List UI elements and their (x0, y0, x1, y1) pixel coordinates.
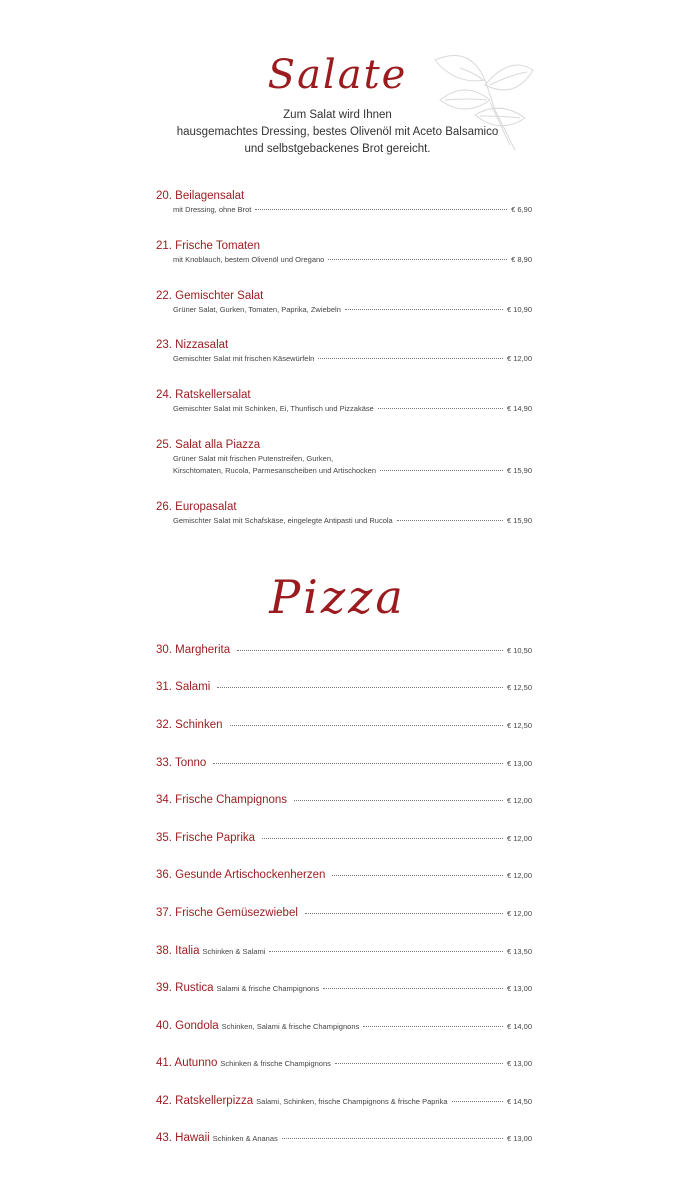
item-name: 30. Margherita (156, 644, 231, 656)
leader-dots (318, 358, 503, 359)
item-price: € 13,00 (506, 1134, 532, 1143)
item-price: € 10,90 (506, 305, 532, 314)
pizza-title: Pizza (269, 570, 406, 624)
item-name: 42. Ratskellerpizza (156, 1095, 254, 1107)
item-description: Salami, Schinken, frische Champignons & frische Paprika (256, 1097, 448, 1106)
item-price: € 12,00 (506, 796, 532, 805)
item-name: 21. Frische Tomaten (156, 240, 260, 252)
leader-dots (262, 838, 503, 839)
menu-item (156, 719, 532, 731)
leader-dots (452, 1101, 503, 1102)
menu-item (156, 1057, 532, 1069)
menu-item (156, 190, 532, 214)
item-price: € 14,00 (506, 1022, 532, 1031)
item-name: 33. Tonno (156, 757, 207, 769)
leader-dots (335, 1063, 503, 1064)
item-name: 22. Gemischter Salat (156, 290, 264, 302)
leader-dots (255, 209, 507, 210)
item-name: 23. Nizzasalat (156, 339, 229, 351)
item-description: Salami & frische Champignons (216, 984, 320, 993)
item-price: € 15,90 (506, 516, 532, 525)
item-price: € 12,50 (506, 683, 532, 692)
leader-dots (332, 875, 503, 876)
item-description: Gemischter Salat mit Schinken, Ei, Thunfisch und Pizzakäse (173, 404, 374, 413)
item-description: Schinken, Salami & frische Champignons (221, 1022, 360, 1031)
item-description: Grüner Salat mit frischen Putenstreifen, Gurken, (173, 454, 334, 463)
menu-item (156, 1132, 532, 1144)
menu-item (156, 339, 532, 363)
leader-dots (380, 470, 503, 471)
leader-dots (305, 913, 503, 914)
leader-dots (378, 408, 503, 409)
item-price: € 14,90 (506, 404, 532, 413)
menu-item (156, 240, 532, 264)
item-name: 39. Rustica (156, 982, 214, 994)
leader-dots (323, 988, 503, 989)
menu-item (156, 389, 532, 413)
item-price: € 15,90 (506, 466, 532, 475)
item-name: 31. Salami (156, 681, 211, 693)
item-description: Schinken & frische Champignons (220, 1059, 331, 1068)
menu-item (156, 501, 532, 525)
menu-item (156, 757, 532, 769)
leader-dots (328, 259, 507, 260)
menu-item (156, 832, 532, 844)
item-price: € 6,90 (511, 205, 532, 214)
item-name: 40. Gondola (156, 1020, 219, 1032)
item-name: 26. Europasalat (156, 501, 237, 513)
leader-dots (345, 309, 503, 310)
menu-item (156, 290, 532, 314)
item-price: € 12,00 (506, 834, 532, 843)
intro-line: und selbstgebackenes Brot gereicht. (244, 143, 431, 155)
leader-dots (363, 1026, 503, 1027)
item-name: 32. Schinken (156, 719, 223, 731)
menu-item (156, 794, 532, 806)
item-name: 25. Salat alla Piazza (156, 439, 261, 451)
item-name: 36. Gesunde Artischockenherzen (156, 869, 326, 881)
item-price: € 13,00 (506, 984, 532, 993)
item-description: Gemischter Salat mit frischen Käsewürfeln (173, 354, 315, 363)
item-price: € 13,00 (506, 1059, 532, 1068)
item-price: € 14,50 (506, 1097, 532, 1106)
item-description: Grüner Salat, Gurken, Tomaten, Paprika, Zwiebeln (173, 305, 341, 314)
item-description: mit Knoblauch, bestem Olivenöl und Oregano (173, 255, 325, 264)
item-name: 38. Italia (156, 945, 200, 957)
leader-dots (217, 687, 503, 688)
menu-item (156, 644, 532, 656)
leader-dots (397, 520, 503, 521)
intro-line: Zum Salat wird Ihnen (283, 109, 392, 121)
item-name: 20. Beilagensalat (156, 190, 245, 202)
item-price: € 8,90 (511, 255, 532, 264)
item-description: Kirschtomaten, Rucola, Parmesanscheiben und Artischocken (173, 466, 377, 475)
item-description: Schinken & Salami (202, 947, 266, 956)
menu-item (156, 907, 532, 919)
leader-dots (294, 800, 503, 801)
item-name: 37. Frische Gemüsezwiebel (156, 907, 298, 919)
menu-item (156, 681, 532, 693)
salate-title: Salate (267, 52, 408, 98)
item-description: mit Dressing, ohne Brot (173, 205, 252, 214)
item-price: € 13,00 (506, 759, 532, 768)
leader-dots (282, 1138, 503, 1139)
menu-item (156, 1095, 532, 1107)
intro-line: hausgemachtes Dressing, bestes Olivenöl mit Aceto Balsamico (176, 126, 499, 138)
item-description: Schinken & Ananas (212, 1134, 278, 1143)
item-price: € 10,50 (506, 646, 532, 655)
item-price: € 12,50 (506, 721, 532, 730)
item-name: 41. Autunno (156, 1057, 218, 1069)
salate-intro (0, 107, 675, 158)
item-name: 24. Ratskellersalat (156, 389, 251, 401)
menu-item (156, 439, 532, 475)
item-price: € 12,00 (506, 909, 532, 918)
item-name: 43. Hawaii (156, 1132, 210, 1144)
menu-item (156, 1020, 532, 1032)
menu-item (156, 945, 532, 957)
leader-dots (230, 725, 503, 726)
item-name: 34. Frische Champignons (156, 794, 288, 806)
leader-dots (213, 763, 503, 764)
item-price: € 12,00 (506, 871, 532, 880)
item-name: 35. Frische Paprika (156, 832, 256, 844)
menu-item (156, 982, 532, 994)
item-description: Gemischter Salat mit Schafskäse, eingelegte Antipasti und Rucola (173, 516, 393, 525)
menu-item (156, 869, 532, 881)
item-price: € 13,50 (506, 947, 532, 956)
leader-dots (269, 951, 503, 952)
leader-dots (237, 650, 503, 651)
item-price: € 12,00 (506, 354, 532, 363)
